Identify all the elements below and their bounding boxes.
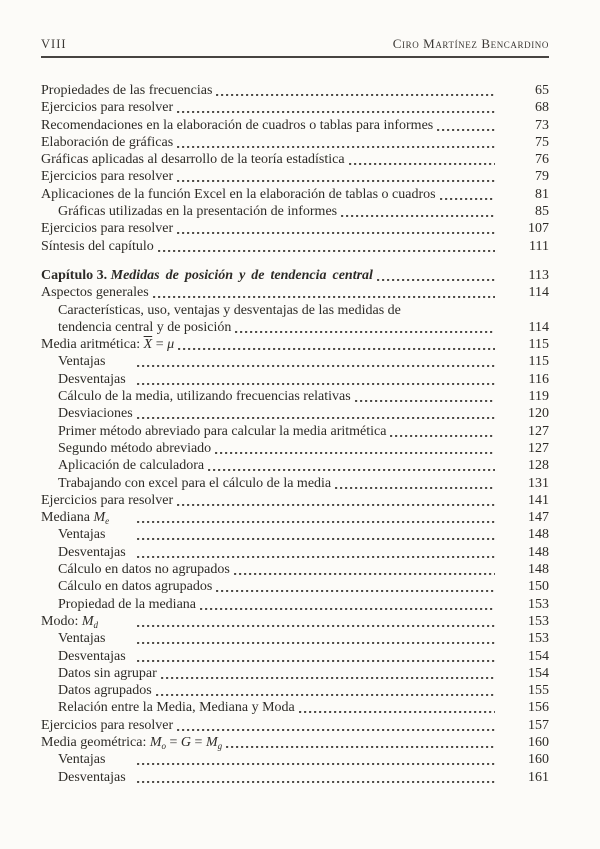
toc-entry-label [41, 613, 133, 630]
toc-entry-text-run: Desventajas [58, 769, 126, 785]
page-number: 114 [528, 285, 549, 301]
toc-entry-text-run: Ejercicios para resolver [41, 492, 174, 508]
page-number: 160 [528, 752, 549, 768]
toc-row [41, 440, 549, 457]
dot-leader [137, 526, 495, 543]
toc-entry-label [58, 457, 204, 474]
toc-entry-label [58, 578, 212, 595]
page-number: 114 [528, 319, 549, 335]
page-number: 116 [528, 371, 549, 387]
toc-entry-text-run: Elaboración de gráficas [41, 134, 174, 150]
toc-row [41, 151, 549, 168]
dot-leader [200, 596, 495, 613]
page-number: 115 [528, 354, 549, 370]
toc-row [41, 405, 549, 422]
toc-entry-text-run: Propiedad de la mediana [58, 596, 197, 612]
dot-leader [235, 319, 495, 336]
toc-entry-text-run: $\overline{X}$ [143, 337, 153, 353]
dot-leader [137, 769, 495, 786]
page-number: 148 [528, 527, 549, 543]
toc-entry-text-run: M [149, 734, 162, 750]
toc-entry-label [41, 117, 433, 134]
toc-entry-label [41, 267, 373, 284]
dot-leader [137, 648, 495, 665]
page-number: 153 [528, 596, 549, 612]
running-header-author: Ciro Martínez Bencardino [392, 36, 549, 51]
page-number: 75 [535, 134, 549, 150]
page-number: 65 [535, 83, 549, 98]
toc-entry-text-run: Gráficas aplicadas al desarrollo de la teoría estadística [41, 152, 345, 168]
toc-entry-text-run: Cálculo en datos agrupados [58, 579, 213, 595]
toc-row [41, 769, 549, 786]
toc-row [41, 336, 549, 353]
toc-row [41, 544, 549, 561]
toc-entry-label [58, 769, 133, 786]
toc-entry-text-run: Segundo método abreviado [58, 440, 212, 456]
page-header [41, 36, 549, 58]
dot-leader [377, 267, 495, 284]
toc-entry-text-run: Ventajas [58, 752, 106, 768]
dot-leader [440, 186, 495, 203]
toc-entry-label [58, 405, 133, 422]
dot-leader [161, 665, 495, 682]
toc-row [41, 734, 549, 751]
toc-row [41, 203, 549, 220]
toc-entry-label [58, 648, 133, 665]
toc-entry-label [58, 682, 152, 699]
toc-entry-text-run: d [93, 619, 99, 630]
toc-entry-text-run: Cálculo de la media, utilizando frecuencias relativas [58, 389, 351, 405]
toc-entry-label [41, 734, 222, 751]
toc-entry-label [58, 561, 230, 578]
toc-entry-text-run: Mediana [41, 510, 94, 526]
toc-entry-text-run: Medidas de posición y de tendencia central [110, 267, 373, 283]
toc-entry-label [41, 492, 173, 509]
toc-row [41, 82, 549, 99]
toc-entry-label [41, 134, 173, 151]
toc-entry-label [58, 371, 133, 388]
toc-entry-text-run: Características, uso, ventajas y desventajas de las medidas de [58, 302, 401, 318]
dot-leader [137, 751, 495, 768]
toc-row [41, 630, 549, 647]
dot-leader [335, 475, 495, 492]
dot-leader [355, 388, 495, 405]
toc-entry-text-run: Capítulo 3. [41, 267, 111, 283]
page-number: 79 [535, 169, 549, 185]
toc-entry-text-run: Primer método abreviado para calcular la media aritmética [58, 423, 387, 439]
toc-entry-label [41, 168, 173, 185]
toc-entry-text-run: G [180, 734, 192, 750]
page-number: 150 [528, 579, 549, 595]
page-number: 157 [528, 717, 549, 733]
toc-entry-text-run: Aplicación de calculadora [58, 458, 205, 474]
toc-entry-text-run: Datos sin agrupar [58, 665, 157, 681]
dot-leader [234, 561, 495, 578]
toc-row [41, 717, 549, 734]
toc-entry-label [41, 220, 173, 237]
page-number: 147 [528, 510, 549, 526]
toc-row [41, 561, 549, 578]
dot-leader [137, 630, 495, 647]
toc-row [41, 526, 549, 543]
dot-leader [215, 440, 495, 457]
dot-leader [178, 336, 495, 353]
toc-entry-text-run: Modo: [41, 613, 82, 629]
toc-entry-label [41, 238, 154, 255]
page-number: 120 [528, 406, 549, 422]
dot-leader [177, 492, 495, 509]
toc-entry-label [58, 353, 133, 370]
toc-entry-text-run: Datos agrupados [58, 683, 152, 699]
page-number: 119 [528, 389, 549, 405]
toc-row [41, 220, 549, 237]
toc-row [41, 423, 549, 440]
toc-entry-text-run: Aspectos generales [41, 285, 149, 301]
dot-leader [158, 238, 495, 255]
page-number: 76 [535, 152, 549, 168]
toc-row [41, 99, 549, 116]
toc-row [41, 492, 549, 509]
dot-leader [153, 284, 495, 301]
dot-leader [226, 734, 495, 751]
dot-leader [208, 457, 495, 474]
toc-entry-text-run: Ventajas [58, 527, 106, 543]
toc-entry-label [41, 336, 174, 353]
toc-row [41, 613, 549, 630]
dot-leader [216, 82, 495, 99]
dot-leader [137, 509, 495, 526]
toc-entry-text-run: M [93, 510, 106, 526]
page-number: 128 [528, 458, 549, 474]
page-number: 68 [535, 100, 549, 116]
toc-entry-text-run: μ [167, 337, 175, 353]
toc-row [41, 699, 549, 716]
page-number: 153 [528, 613, 549, 629]
toc-row [41, 238, 549, 255]
dot-leader [349, 151, 495, 168]
dot-leader [137, 353, 495, 370]
toc-entry-text-run: Síntesis del capítulo [41, 238, 154, 254]
page-number: 113 [528, 267, 549, 283]
toc-entry-label [41, 186, 436, 203]
table-of-contents [41, 82, 549, 786]
toc-row [41, 578, 549, 595]
toc-entry-label [41, 99, 173, 116]
toc-entry-text-run: Ejercicios para resolver [41, 169, 174, 185]
toc-entry-text-run: Relación entre la Media, Mediana y Moda [58, 700, 295, 716]
toc-entry-text-run: e [105, 516, 110, 527]
page-number: 85 [535, 204, 549, 220]
toc-entry-text-run: Media geométrica: [41, 734, 150, 750]
toc-row [41, 353, 549, 370]
toc-row [41, 648, 549, 665]
toc-entry-label [58, 388, 351, 405]
toc-entry-text-run: Ejercicios para resolver [41, 717, 174, 733]
dot-leader [137, 405, 495, 422]
toc-entry-text-run: tendencia central y de posición [58, 319, 232, 335]
toc-entry-text-run: = [166, 734, 181, 750]
toc-row [41, 457, 549, 474]
toc-entry-text-run: o [161, 740, 167, 751]
toc-row [41, 302, 549, 319]
page-number: 148 [528, 562, 549, 578]
dot-leader [137, 613, 495, 630]
toc-entry-text-run: = [152, 337, 168, 353]
page-number: 155 [528, 683, 549, 699]
page-number: 154 [528, 665, 549, 681]
toc-entry-label [58, 423, 386, 440]
toc-row [41, 388, 549, 405]
toc-row [41, 117, 549, 134]
toc-entry-text-run: Recomendaciones en la elaboración de cuadros o tablas para informes [41, 117, 434, 133]
toc-row [41, 168, 549, 185]
toc-entry-label [41, 82, 212, 99]
page-number: 111 [529, 238, 549, 254]
dot-leader [177, 134, 495, 151]
dot-leader [156, 682, 495, 699]
page-number: 148 [528, 544, 549, 560]
toc-entry-label [58, 596, 196, 613]
toc-entry-text-run: Cálculo en datos no agrupados [58, 562, 230, 578]
toc-entry-text-run: Ejercicios para resolver [41, 221, 174, 237]
toc-row [41, 319, 549, 336]
dot-leader [341, 203, 495, 220]
toc-row [41, 682, 549, 699]
toc-row [41, 284, 549, 301]
dot-leader [177, 99, 495, 116]
dot-leader [390, 423, 495, 440]
toc-row [41, 665, 549, 682]
page-number: 141 [528, 492, 549, 508]
toc-row [41, 134, 549, 151]
toc-entry-text-run: M [205, 734, 218, 750]
toc-entry-label [58, 440, 211, 457]
toc-entry-text-run: Aplicaciones de la función Excel en la elaboración de tablas o cuadros [41, 186, 436, 202]
dot-leader [137, 544, 495, 561]
toc-entry-label [58, 699, 295, 716]
page-number: 161 [528, 769, 549, 785]
toc-entry-label [58, 319, 231, 336]
dot-leader [137, 371, 495, 388]
toc-entry-text-run: g [217, 740, 223, 751]
page-number: 107 [528, 221, 549, 237]
toc-row [41, 475, 549, 492]
toc-row [41, 509, 549, 526]
toc-row [41, 267, 549, 284]
toc-entry-text-run: Ventajas [58, 354, 106, 370]
page-number: 131 [528, 475, 549, 491]
toc-entry-text-run: Gráficas utilizadas en la presentación de informes [58, 204, 338, 220]
toc-entry-text-run: = [191, 734, 206, 750]
toc-entry-text-run: Ventajas [58, 631, 106, 647]
toc-row [41, 751, 549, 768]
toc-row [41, 596, 549, 613]
toc-entry-label [58, 475, 331, 492]
page-number: 127 [528, 423, 549, 439]
toc-entry-text-run: Desventajas [58, 648, 126, 664]
toc-entry-label [58, 751, 133, 768]
toc-entry-label [41, 717, 173, 734]
toc-entry-text-run: Ejercicios para resolver [41, 100, 174, 116]
dot-leader [177, 717, 495, 734]
toc-entry-label [41, 509, 133, 526]
toc-entry-label [58, 526, 133, 543]
page-number: 127 [528, 440, 549, 456]
dot-leader [437, 117, 495, 134]
page-number: 115 [528, 337, 549, 353]
dot-leader [299, 699, 495, 716]
toc-entry-label [58, 544, 133, 561]
toc-entry-label [58, 665, 157, 682]
page-number: 81 [535, 186, 549, 202]
toc-entry-label [58, 302, 401, 319]
toc-row [41, 186, 549, 203]
toc-entry-text-run: Propiedades de las frecuencias [41, 83, 213, 98]
toc-entry-text-run: Desviaciones [58, 406, 133, 422]
toc-entry-text-run: Media aritmética: [41, 337, 144, 353]
page-number: 153 [528, 631, 549, 647]
toc-entry-label [41, 151, 345, 168]
folio-number: VIII [41, 37, 67, 51]
toc-entry-text-run: Trabajando con excel para el cálculo de la media [58, 475, 332, 491]
page-number: 156 [528, 700, 549, 716]
toc-entry-label [58, 203, 337, 220]
page-number: 73 [535, 117, 549, 133]
page-number: 154 [528, 648, 549, 664]
toc-entry-text-run: M [81, 613, 94, 629]
dot-leader [177, 168, 495, 185]
toc-entry-text-run: Desventajas [58, 371, 126, 387]
toc-entry-text-run: Desventajas [58, 544, 126, 560]
dot-leader [177, 220, 495, 237]
toc-entry-label [58, 630, 133, 647]
page-number: 160 [528, 734, 549, 750]
toc-row [41, 371, 549, 388]
dot-leader [216, 578, 495, 595]
toc-entry-label [41, 284, 149, 301]
